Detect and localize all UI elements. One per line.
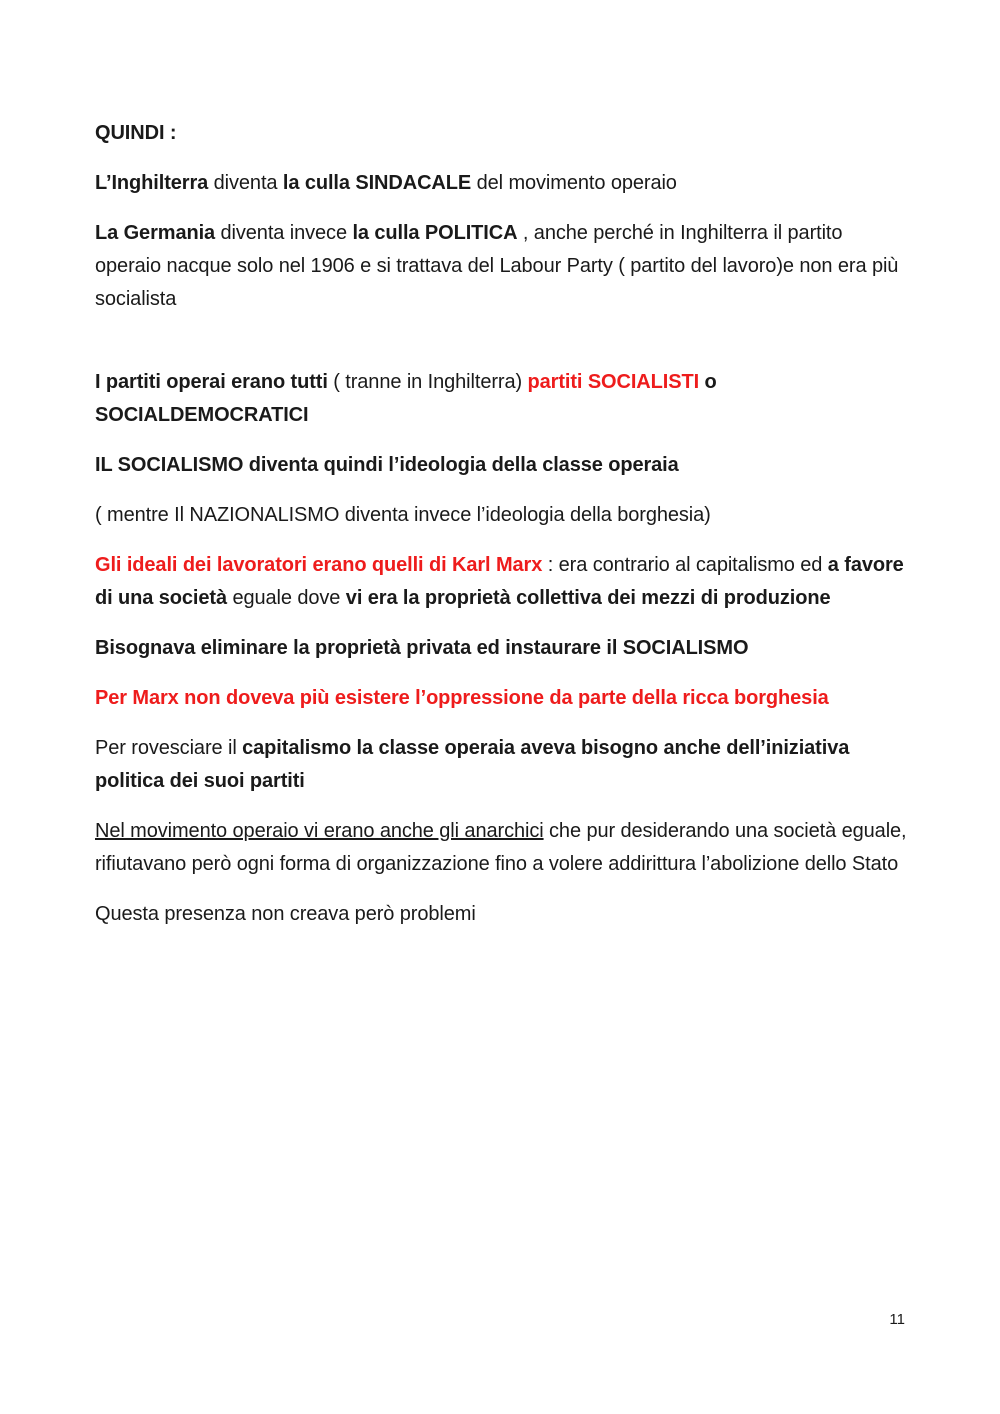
text-bold-red: Gli ideali dei lavoratori erano quelli di Karl Marx xyxy=(95,554,543,576)
text-bold: capitalismo la classe operaia aveva bisogno anche dell’iniziativa politica dei suoi partiti xyxy=(95,737,850,792)
paragraph-socialismo xyxy=(95,449,910,482)
text-bold: la culla SINDACALE xyxy=(282,172,472,194)
text-plain: diventa invece xyxy=(215,222,353,244)
paragraph-nazionalismo xyxy=(95,499,910,532)
text-bold: vi era la proprietà collettiva dei mezzi di produzione xyxy=(345,587,831,609)
paragraph-proprieta xyxy=(95,632,910,665)
heading-text: QUINDI : xyxy=(95,122,177,144)
document-body xyxy=(95,117,910,948)
paragraph-germania xyxy=(95,217,910,316)
text-plain: Questa presenza non creava però problemi xyxy=(95,903,476,925)
text-bold: La Germania xyxy=(95,222,216,244)
text-bold: a favore di una società xyxy=(95,554,904,609)
heading-quindi xyxy=(95,117,910,150)
text-plain: che pur desiderando una società eguale, rifiutavano però ogni forma di organizzazione fino a volere addirittura l’abolizione dello Stato xyxy=(95,820,907,875)
text-plain: , anche perché in Inghilterra il partito operaio nacque solo nel 1906 e si trattava del Labour Party ( partito del lavoro)e non era più socialista xyxy=(95,222,899,310)
text-plain: eguale dove xyxy=(226,587,346,609)
text-bold: o SOCIALDEMOCRATICI xyxy=(95,371,717,426)
text-plain: ( mentre Il NAZIONALISMO diventa invece l’ideologia della borghesia) xyxy=(95,504,711,526)
text-plain: Per rovesciare il xyxy=(95,737,243,759)
text-bold: L’Inghilterra xyxy=(95,172,209,194)
text-underlined: Nel movimento operaio vi erano anche gli anarchici xyxy=(95,820,544,842)
paragraph-oppressione xyxy=(95,682,910,715)
text-bold-red: Per Marx non doveva più esistere l’oppressione da parte della ricca borghesia xyxy=(95,687,829,709)
blank-line xyxy=(95,333,910,366)
paragraph-presenza xyxy=(95,898,910,931)
paragraph-anarchici xyxy=(95,815,910,881)
text-plain: del movimento operaio xyxy=(471,172,677,194)
text-bold: IL SOCIALISMO diventa quindi l’ideologia della classe operaia xyxy=(95,454,679,476)
paragraph-marx-ideali xyxy=(95,549,910,615)
text-plain: diventa xyxy=(208,172,283,194)
page-number: 11 xyxy=(889,1311,905,1328)
text-bold: I partiti operai erano tutti xyxy=(95,371,328,393)
text-bold: la culla POLITICA xyxy=(352,222,518,244)
paragraph-capitalismo xyxy=(95,732,910,798)
paragraph-inghilterra xyxy=(95,167,910,200)
text-bold: Bisognava eliminare la proprietà privata ed instaurare il SOCIALISMO xyxy=(95,637,749,659)
text-plain: : era contrario al capitalismo ed xyxy=(542,554,828,576)
text-plain: ( tranne in Inghilterra) xyxy=(327,371,528,393)
paragraph-partiti xyxy=(95,366,910,432)
text-bold-red: partiti SOCIALISTI xyxy=(527,371,700,393)
